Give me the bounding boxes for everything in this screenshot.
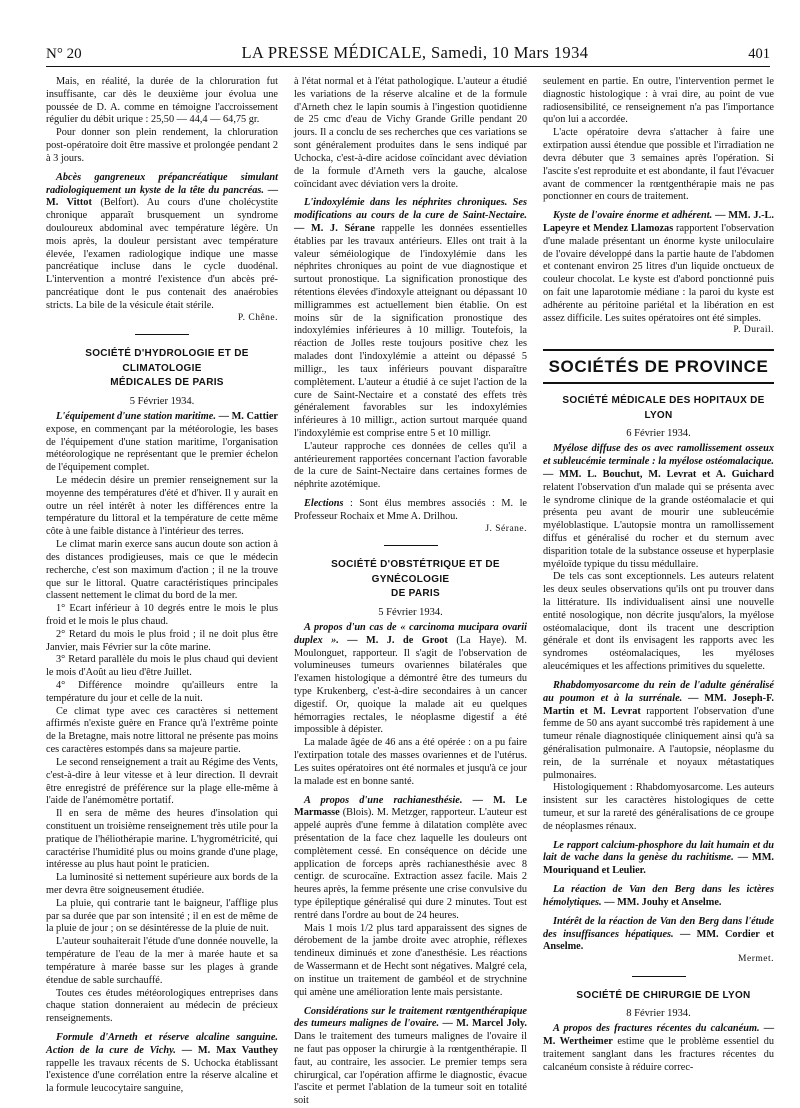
article-formule <box>46 1032 278 1096</box>
article-considerations <box>294 1006 527 1108</box>
session-date: 6 Février 1934. <box>543 428 774 439</box>
article-author: — MM. Jouhy et Anselme. <box>604 897 721 908</box>
article-text: rapportent l'observation d'une malade présentant un énorme kyste uniloculaire de l'ovaire développé dans la partie haute de l'abdomen et contenant environ 25 litres d'un liquide onctueux de couleur chocolat. Le kyste est d'abord ponctionné puis on fait une laparotomie médiane : la paroi du kyste est adhérente au péritoine pariétal et la libération en est assez difficile. Les suites opératoires ont été simples. <box>543 223 774 324</box>
article-title: La réaction de Van den Berg dans les ictères hémolytiques. <box>543 884 774 908</box>
paragraph: Il en sera de même des heures d'insolation qui constituent un troisième renseignement très utile pour la pratique de l'héliothérapie marine. L'hygrométricité, qui caractérise l'humidité plus ou moins grande d'une plage, intéresse au plus haut point le praticien. <box>46 808 278 872</box>
paragraph: La malade âgée de 46 ans a été opérée : on a pu faire l'extirpation totale des masses ovariennes et de l'utérus. Les suites opératoires ont été normales et jusqu'à ce jour la malade est en bonne santé. <box>294 737 527 788</box>
page-number: 401 <box>748 46 770 63</box>
signature: J. Sérane. <box>294 524 527 536</box>
society-heading: SOCIÉTÉ DE CHIRURGIE DE LYON <box>543 989 774 1004</box>
columns <box>46 76 774 1072</box>
article-author: — MM. Cordier et Anselme. <box>543 929 774 953</box>
article-title: A propos d'une rachianesthésie. <box>304 795 462 806</box>
column-3 <box>543 76 774 1072</box>
separator-rule <box>135 334 189 335</box>
column-1 <box>46 76 294 1072</box>
signature: Mermet. <box>543 954 774 966</box>
article-rapport <box>543 840 774 878</box>
paragraph: L'acte opératoire devra s'attacher à faire une extirpation aussi étendue que possible et l'irradiation ne devra débuter que 3 semaines après l'opération. Si l'ascite s'est reproduite et est abondante, il faut l'évacuer avant de commencer la rœntgenthérapie mais ne pas ponctionner en cours de traitement. <box>543 127 774 204</box>
article-title: A propos d'un cas de « carcinoma mucipara ovarii duplex ». <box>294 622 527 646</box>
article-title: Considérations sur le traitement rœntgenthérapique des tumeurs malignes de l'ovaire. <box>294 1006 527 1030</box>
elections <box>294 498 527 524</box>
separator-rule <box>384 545 438 546</box>
article-title: Myélose diffuse des os avec ramollissement osseux et subleucémie terminale : la myélose ostéomalacique. <box>543 443 774 467</box>
paragraph: La luminosité si nettement supérieure aux bords de la mer devra être soigneusement étudiée. <box>46 872 278 898</box>
article-text: relatent l'observation d'un malade qui se présenta avec le syndrome clinique de la grande ostéomalacie et qui présenta peu avant de mourir une subleucémie myéloblastique. L'autopsie montra un ramollissement diffus et généralisé du rocher et du sternum avec disparition totale de la substance osseuse et hyperplasie myéloïde typique du tissu médullaire. <box>543 482 774 570</box>
article-rachianesthesie <box>294 795 527 923</box>
article-rhabdomyosarcome <box>543 680 774 783</box>
article-title: A propos des fractures récentes du calcanéum. <box>553 1023 760 1034</box>
article-text: (La Haye). M. Moulonguet, rapporteur. Il s'agit de l'observation de volumineuses tumeurs ovariennes bilatérales que l'examen histologique a démontré être des tumeurs du type Krukenberg, c'est-à-dire secondaires à un cancer digestif. Or, quoique la malade ait eu quelques hémorragies rectales, le néoplasme digestif a été impossible à dépister. <box>294 635 527 736</box>
article-text: estime que le problème essentiel du traitement sanglant dans les fractures récentes du calcanéum consiste à réduire correc- <box>543 1036 774 1073</box>
paragraph: Le climat marin exerce sans aucun doute son action à des distances prodigieuses, mais ce que le médecin recherche, c'est son maximum d'action ; il ne la trouve que sur le littoral. Quatre caractéristiques principales classent nettement le climat du bord de la mer. <box>46 539 278 603</box>
article-title: L'indoxylémie dans les néphrites chroniques. Ses modifications au cours de la cure de Saint-Nectaire. <box>294 197 527 221</box>
article-text: (Belfort). Au cours d'une cholécystite chronique apparaît brusquement un syndrome douloureux abdominal avec température légère. Un mois après, la douleur persistant avec température élevée, l'examen radiologique indique une masse pancréatique incluse dans le cycle duodénal. L'intervention a montré l'existence d'un abcès pré-pancréatique dont le pus contenait des anaérobies stricts. La bile de la vésicule était stérile. <box>46 197 278 311</box>
paragraph: seulement en partie. En outre, l'intervention permet le diagnostic histologique : à vrai dire, au point de vue radiosensibilité, ce renseignement n'a pas l'importance qu'on lui a accordée. <box>543 76 774 127</box>
elections-text: : Sont élus membres associés : M. le Professeur Rochaix et Mme A. Drilhou. <box>294 498 527 522</box>
society-heading-2: MÉDICALES DE PARIS <box>46 376 278 391</box>
article-title: Abcès gangreneux prépancréatique simulant radiologiquement un kyste de la tête du pancréas. <box>46 172 278 196</box>
article-myelose <box>543 443 774 571</box>
society-heading-2: DE PARIS <box>294 587 527 602</box>
journal-title: LA PRESSE MÉDICALE, Samedi, 10 Mars 1934 <box>241 43 588 63</box>
article-abces <box>46 172 278 313</box>
article-author: — M. J. Sérane <box>294 223 375 234</box>
article-title: L'équipement d'une station maritime. <box>56 411 216 422</box>
paragraph: L'auteur souhaiterait l'étude d'une donnée nouvelle, la température de l'eau de la mer à marée haute et sa température à marée basse sur les plages à grande étendue de sable surchauffé. <box>46 936 278 987</box>
session-date: 5 Février 1934. <box>294 607 527 618</box>
article-author: — MM. J.-L. Lapeyre et Mendez Llamozas <box>543 210 774 234</box>
article-author: — M. Marcel Joly. <box>443 1018 527 1029</box>
society-heading: SOCIÉTÉ D'OBSTÉTRIQUE ET DE GYNÉCOLOGIE <box>294 558 527 587</box>
paragraph: Le médecin désire un premier renseignement sur la moyenne des températures d'été et d'hiver. Il y aurait en outre un réel intérêt à noter les différences entre la température du littoral et la température de cette même côte à une faible distance à l'intérieur des terres. <box>46 475 278 539</box>
paragraph: 2° Retard du mois le plus froid ; il ne doit plus être Janvier, mais Février sur la côte marine. <box>46 629 278 655</box>
elections-label: Elections <box>304 498 343 509</box>
article-text: Dans le traitement des tumeurs malignes de l'ovaire il ne faut pas opposer la chirurgie à la rœntgenthérapie. Il faut, au contraire, les associer. Le premier temps sera chirurgical, car l'opération affirme le diagnostic, évacue l'ascite et permet l'ablation de la tumeur soit en totalité soit <box>294 1031 527 1106</box>
paragraph: Mais, en réalité, la durée de la chloruration fut insuffisante, car dès le deuxième jour évolua une poussée de D. A. comme en témoigne l'accroissement régulier du débit urique : 25,50 — 44,4 — 64,75 gr. <box>46 76 278 127</box>
paragraph: Le second renseignement a trait au Régime des Vents, c'est-à-dire à leur vitesse et à leur direction. Il devrait être enregistré de préférence sur la plage elle-même à l'aide de l'anémomètre portatif. <box>46 757 278 808</box>
paragraph: 1° Ecart inférieur à 10 degrés entre le mois le plus froid et le mois le plus chaud. <box>46 603 278 629</box>
society-heading: SOCIÉTÉ MÉDICALE DES HOPITAUX DE LYON <box>543 394 774 423</box>
paragraph: Pour donner son plein rendement, la chloruration post-opératoire doit être massive et prolongée pendant 2 à 3 jours. <box>46 127 278 165</box>
paragraph: à l'état normal et à l'état pathologique. L'auteur a étudié les variations de la réserve alcaline et de la formule d'Arneth chez le lapin soumis à l'ingestion quotidienne de 25 cmc d'eau de Vichy Grande Grille pendant 20 jours. Il a conclu de ses recherches que ces variations se sont généralement produites dans le sens indiqué par Uchocka, c'est-à-dire acidose coïncidant avec déviation de la formule d'Arneth vers la gauche, alcalose coïncidant avec déviation vers la droite. <box>294 76 527 191</box>
article-text: rapportent l'observation d'une femme de 50 ans ayant succombé très rapidement à une tumeur rénale diagnostiquée cliniquement ainsi qu'à sa généralisation pulmonaire. A l'autopsie, néoplasme du rein, de la surrénale et noyaux métastatiques pulmonaires. <box>543 706 774 781</box>
paragraph: Mais 1 mois 1/2 plus tard apparaissent des signes de dérobement de la jambe droite avec atrophie, réflexes tendineux diminués et zone d'anesthésie. Les réactions de Wassermann et de Hecht sont négatives. Malgré cela, on institue un traitement de gambéol et de strychnine qui amène une amélioration lente mais persistante. <box>294 923 527 1000</box>
section-banner: SOCIÉTÉS DE PROVINCE <box>543 349 774 384</box>
article-author: — M. Le Marmasse <box>294 795 527 819</box>
article-text: (Blois). M. Metzger, rapporteur. L'auteur est appelé auprès d'une femme à dilatation complète avec présentation de la face chez laquelle les douleurs ont complètement cessé. En conséquence on décide une application de forceps après rachianesthésie avec 8 centigr. de scurocaïne. Extraction assez facile. Mais 2 heures après, la femme présente une crise convulsive du type épileptique généralisé qui dure 2 minutes. Tout est rentré dans l'ordre au bout de 24 heures. <box>294 807 527 921</box>
paragraph: 4° Différence moindre qu'ailleurs entre la température du jour et celle de la nuit. <box>46 680 278 706</box>
article-author: — M. J. de Groot <box>347 635 448 646</box>
article-title: Le rapport calcium-phosphore du lait humain et du lait de vache dans la genèse du rachitisme. <box>543 840 774 864</box>
header-rule <box>46 66 770 67</box>
article-title: Rhabdomyosarcome du rein de l'adulte généralisé au poumon et à la surrénale. <box>543 680 774 704</box>
society-heading: SOCIÉTÉ D'HYDROLOGIE ET DE CLIMATOLOGIE <box>46 347 278 376</box>
paragraph: Histologiquement : Rhabdomyosarcome. Les auteurs insistent sur les caractères histologiques de cette tumeur, et sur la rareté des généralisations de ce groupe de néoplasmes rénaux. <box>543 782 774 833</box>
article-van-den-berg-1 <box>543 884 774 910</box>
article-carcinoma <box>294 622 527 737</box>
article-van-den-berg-2 <box>543 916 774 954</box>
article-fractures <box>543 1023 774 1074</box>
article-indoxylemie <box>294 197 527 440</box>
article-author: — M. Wertheimer <box>543 1023 774 1047</box>
article-equipement <box>46 411 278 475</box>
column-2 <box>294 76 543 1072</box>
separator-rule <box>632 976 686 977</box>
article-text: rappelle les travaux récents de S. Uchocka établissant l'existence d'une corrélation entre la réserve alcaline et la formule leucocytaire sanguine, <box>46 1058 278 1095</box>
session-date: 5 Février 1934. <box>46 396 278 407</box>
paragraph: Ce climat type avec ces caractères si nettement affirmés n'existe guère en France qu'à l'extrême pointe de la Bretagne, mais notre littoral ne présente pas moins ces caractères estompés dans sa majeure partie. <box>46 706 278 757</box>
article-author: — MM. L. Bouchut, M. Levrat et A. Guichard <box>543 469 774 480</box>
article-author: — M. Cattier <box>219 411 278 422</box>
article-author: — MM. Joseph-F. Martin et M. Levrat <box>543 693 774 717</box>
article-kyste <box>543 210 774 325</box>
article-author: — MM. Mouriquand et Leulier. <box>543 852 774 876</box>
paragraph: La pluie, qui contrarie tant le baigneur, l'afflige plus par sa durée que par son intensité ; il en est de même de la pluie de jour ; on se désintéresse de la pluie de nuit. <box>46 898 278 936</box>
paragraph: L'auteur rapproche ces données de celles qu'il a antérieurement rapportées concernant l'action favorable de la cure de Saint-Nectaire dans certaines formes de néphrite azotémique. <box>294 441 527 492</box>
article-title: Formule d'Arneth et réserve alcaline sanguine. Action de la cure de Vichy. <box>46 1032 278 1056</box>
article-author: — M. Vittot <box>46 185 278 209</box>
issue-number: N° 20 <box>46 46 82 63</box>
session-date: 8 Février 1934. <box>543 1008 774 1019</box>
signature: P. Chêne. <box>46 313 278 325</box>
signature: P. Durail. <box>543 325 774 337</box>
article-text: rappelle les données essentielles établies par les travaux antérieurs. Elles ont trait à la valeur séméiologique de l'indoxylémie dans les néphrites chroniques au point de vue diagnostique et surtout pronostique. La signification pronostique des rétentions élevées d'indoxyle atteignant ou dépassant 10 milligrammes est actuellement bien établie. On est moins sûr de la signification pronostique des indoxylémies inférieures à 10 milligr. Toutefois, la réaction de Jolles reste toujours positive chez les malades dont l'indoxylémie a atteint ou dépassé 5 milligr., les taux inférieurs pouvant disparaître complètement. L'auteur a étudié à ce sujet l'action de la cure de Saint-Nectaire et a constaté des effets très généralement favorables sur les indoxylémies inférieures à 10 milligr., action surtout marquée quand l'indoxylémie est comprise entre 5 et 10 milligr. <box>294 223 527 439</box>
article-text: expose, en commençant par la météorologie, les bases de l'équipement d'une station maritime, l'organisation météorologique ne représentant que le premier échelon de l'équipement complet. <box>46 424 278 473</box>
article-author: — M. Max Vauthey <box>182 1045 278 1056</box>
article-title: Intérêt de la réaction de Van den Berg dans l'étude des insuffisances hépatiques. <box>543 916 774 940</box>
paragraph: 3° Retard parallèle du mois le plus chaud qui devient le mois d'Août au lieu d'être Juillet. <box>46 654 278 680</box>
page-header <box>46 43 770 65</box>
paragraph: Toutes ces études météorologiques entreprises dans chaque station donneraient au médecin de précieux renseignements. <box>46 988 278 1026</box>
article-title: Kyste de l'ovaire énorme et adhérent. <box>553 210 712 221</box>
paragraph: De tels cas sont exceptionnels. Les auteurs relatent les deux seules observations qu'ils ont pu trouver dans la littérature. Ils individualisent ainsi une nouvelle entité nosologique, non décrite jusqu'alors, la myélose ostéomalacique, dont ils tracent une description générale et dont ils envisagent les rapports avec les syndromes ostéomalaciques, les myéloses aleucémiques et les affections primitives du squelette. <box>543 571 774 674</box>
